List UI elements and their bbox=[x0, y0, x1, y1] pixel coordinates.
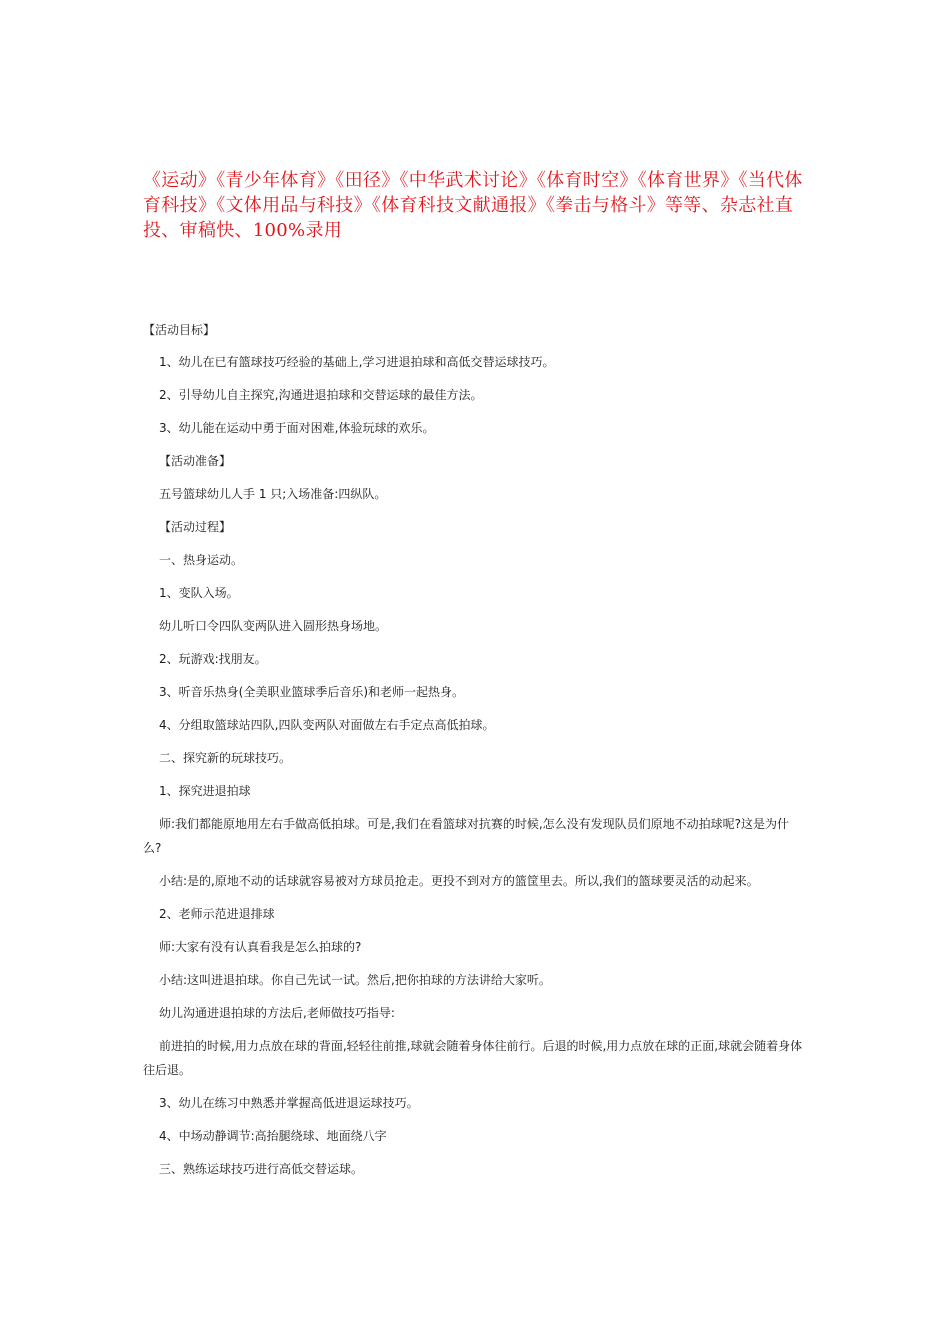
step-explore: 二、探究新的玩球技巧。 bbox=[159, 751, 292, 765]
step-warmup: 一、热身运动。 bbox=[159, 553, 244, 567]
summary-2: 小结:这叫进退拍球。你自己先试一试。然后,把你拍球的方法讲给大家听。 bbox=[159, 973, 551, 987]
section-heading-preparation: 【活动准备】 bbox=[159, 454, 232, 468]
step-warmup-2: 2、玩游戏:找朋友。 bbox=[159, 652, 267, 666]
section-heading-goals: 【活动目标】 bbox=[143, 323, 216, 337]
step-warmup-3: 3、听音乐热身(全美职业篮球季后音乐)和老师一起热身。 bbox=[159, 685, 465, 699]
goal-1: 1、幼儿在已有篮球技巧经验的基础上,学习进退拍球和高低交替运球技巧。 bbox=[159, 355, 555, 369]
step-warmup-1: 1、变队入场。 bbox=[159, 586, 239, 600]
teacher-question-1: 师:我们都能原地用左右手做高低拍球。可是,我们在看篮球对抗赛的时候,怎么没有发现队员们原地不动拍球呢?这是为什么? bbox=[143, 817, 790, 855]
guidance-intro: 幼儿沟通进退拍球的方法后,老师做技巧指导: bbox=[159, 1006, 395, 1020]
step-practice: 三、熟练运球技巧进行高低交替运球。 bbox=[159, 1162, 364, 1176]
guidance-text: 前进拍的时候,用力点放在球的背面,轻轻往前推,球就会随着身体往前行。后退的时候,用力点放在球的正面,球就会随着身体往后退。 bbox=[143, 1039, 803, 1077]
teacher-question-2: 师:大家有没有认真看我是怎么拍球的? bbox=[159, 940, 362, 954]
lesson-plan-body bbox=[143, 318, 803, 1181]
step-warmup-1-desc: 幼儿听口令四队变两队进入圆形热身场地。 bbox=[159, 619, 388, 633]
step-explore-4: 4、中场动静调节:高抬腿绕球、地面绕八字 bbox=[159, 1129, 387, 1143]
preparation-text: 五号篮球幼儿人手 1 只;入场准备:四纵队。 bbox=[159, 487, 387, 501]
goal-2: 2、引导幼儿自主探究,沟通进退拍球和交替运球的最佳方法。 bbox=[159, 388, 483, 402]
section-heading-process: 【活动过程】 bbox=[159, 520, 232, 534]
goal-3: 3、幼儿能在运动中勇于面对困难,体验玩球的欢乐。 bbox=[159, 421, 435, 435]
step-warmup-4: 4、分组取篮球站四队,四队变两队对面做左右手定点高低拍球。 bbox=[159, 718, 495, 732]
step-explore-1: 1、探究进退拍球 bbox=[159, 784, 251, 798]
magazine-banner: 《运动》《青少年体育》《田径》《中华武术讨论》《体育时空》《体育世界》《当代体育科技》《文体用品与科技》《体育科技文献通报》《拳击与格斗》等等、杂志社直投、审稿快、100%录用 bbox=[143, 170, 803, 241]
step-explore-2: 2、老师示范进退排球 bbox=[159, 907, 275, 921]
summary-1: 小结:是的,原地不动的话球就容易被对方球员抢走。更投不到对方的篮筐里去。所以,我们的篮球要灵活的动起来。 bbox=[159, 874, 759, 888]
step-explore-3: 3、幼儿在练习中熟悉并掌握高低进退运球技巧。 bbox=[159, 1096, 419, 1110]
